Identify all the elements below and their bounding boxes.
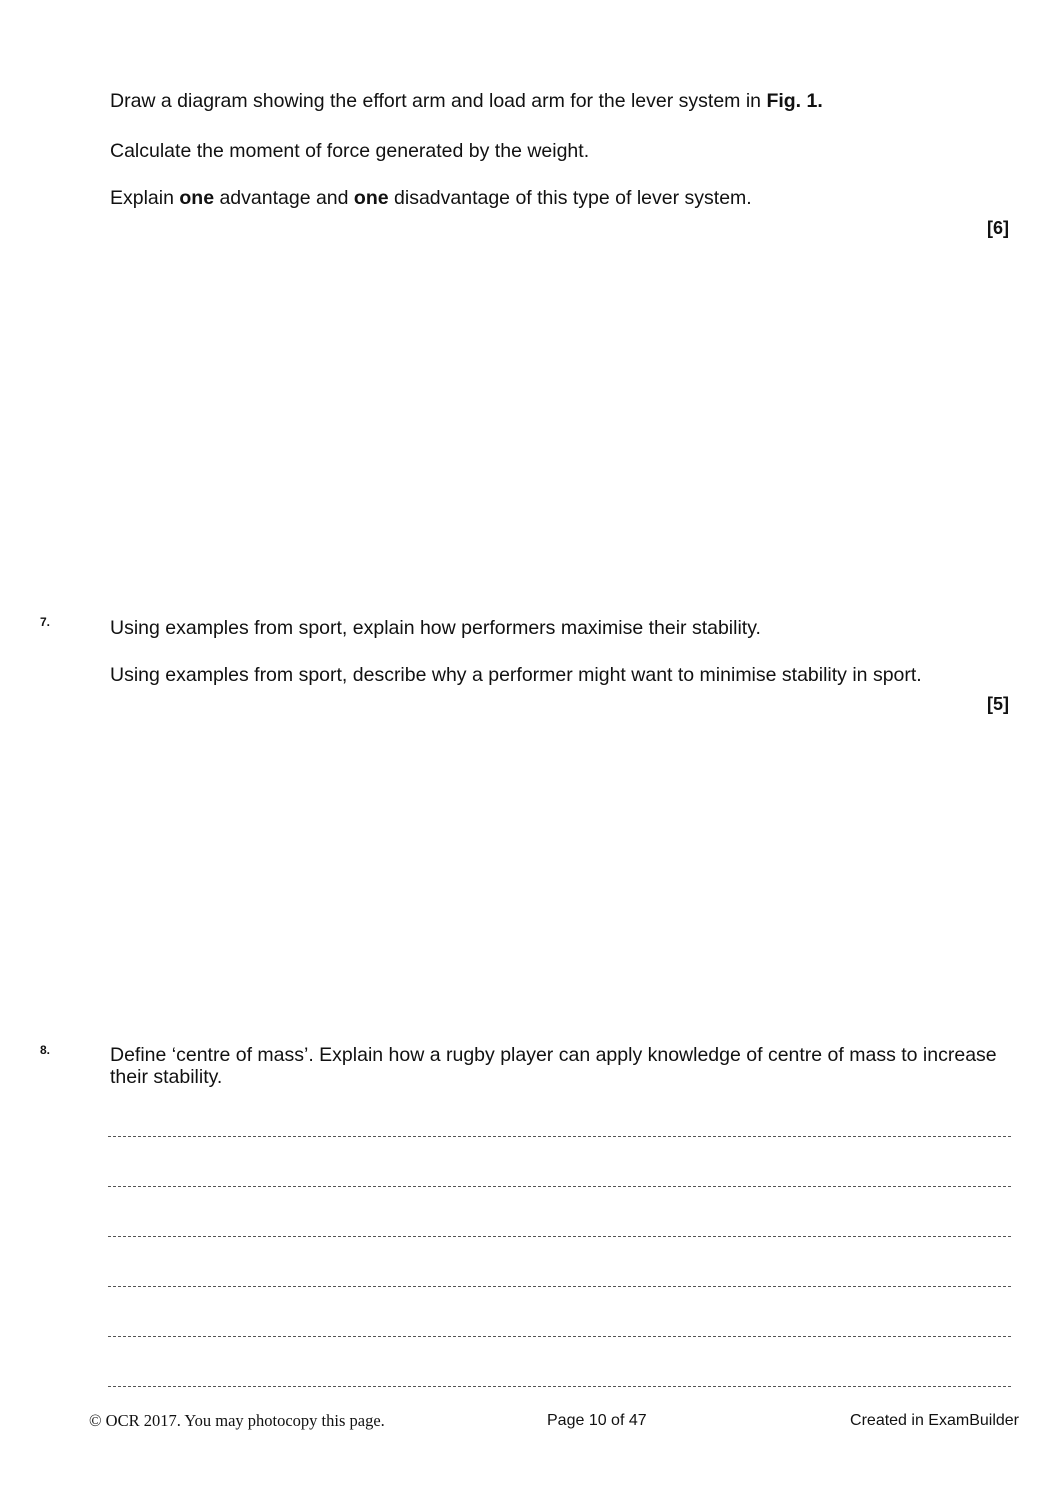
answer-line[interactable] (108, 1236, 1011, 1237)
fig-reference: Fig. 1. (766, 90, 823, 112)
q7-marks: [5] (987, 694, 1009, 714)
q6-explain-part: Explain (110, 187, 180, 209)
answer-line[interactable] (108, 1386, 1011, 1387)
q6-explain-bold: one (179, 187, 215, 209)
q6-instruction-explain (110, 187, 752, 209)
footer-copyright: © OCR 2017. You may photocopy this page. (89, 1411, 385, 1430)
answer-line[interactable] (108, 1336, 1011, 1337)
q6-instruction-diagram-text: Draw a diagram showing the effort arm and load arm for the lever system in (110, 90, 767, 112)
answer-line[interactable] (108, 1136, 1011, 1137)
q7-text-maximise: Using examples from sport, explain how performers maximise their stability. (110, 617, 761, 639)
q7-text-minimise: Using examples from sport, describe why a performer might want to minimise stability in sport. (110, 664, 922, 686)
q8-text: Define ‘centre of mass’. Explain how a rugby player can apply knowledge of centre of mass to increase their stability. (110, 1044, 997, 1088)
q6-instruction-calculate: Calculate the moment of force generated by the weight. (110, 140, 590, 162)
answer-line[interactable] (108, 1186, 1011, 1187)
q7-number: 7. (40, 615, 51, 629)
q6-instruction-diagram (110, 90, 823, 112)
q6-explain-part: disadvantage of this type of lever system. (388, 187, 752, 209)
q8-number: 8. (40, 1043, 51, 1057)
q6-explain-part: advantage and (214, 187, 354, 209)
answer-line[interactable] (108, 1286, 1011, 1287)
q6-explain-bold: one (353, 187, 389, 209)
footer-created-in: Created in ExamBuilder (850, 1412, 1019, 1429)
q6-marks: [6] (987, 218, 1009, 238)
footer-page-number: Page 10 of 47 (547, 1412, 647, 1429)
